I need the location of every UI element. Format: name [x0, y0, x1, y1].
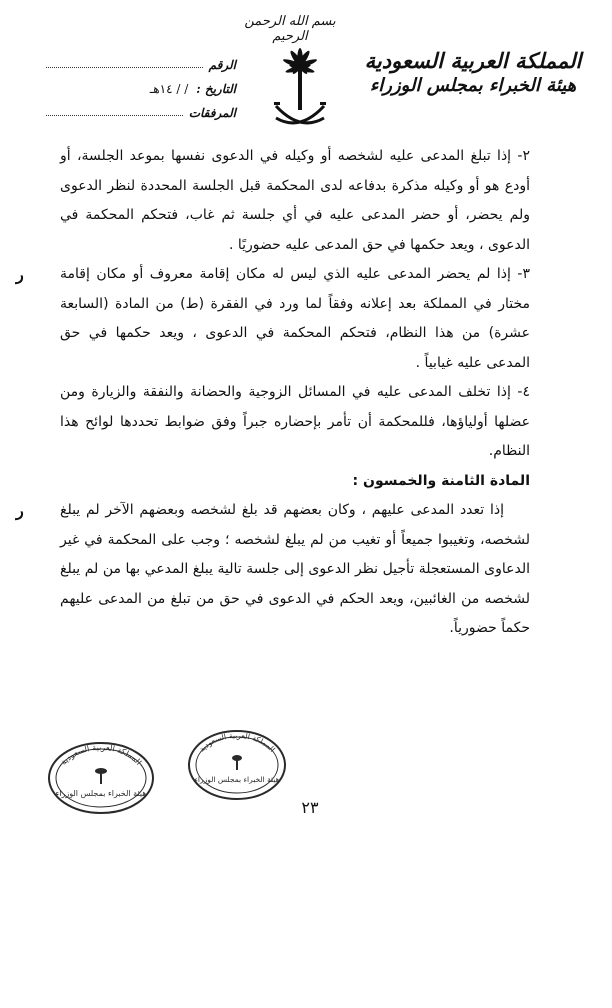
official-stamp-right — [186, 728, 288, 802]
heading-text: المادة الثامنة والخمسون : — [352, 472, 530, 489]
organization-name — [358, 48, 588, 98]
paragraph-text: ٤- إذا تخلف المدعى عليه في المسائل الزوجية والحضانة والنفقة والزيارة ومن عضلها أولياؤها، فللمحكمة أن تأمر بإحضاره جبراً وفق ضوابط تحددها لوائح هذا النظام. — [60, 384, 530, 459]
reference-line — [46, 66, 203, 68]
stamp-emblem-icon — [232, 755, 242, 770]
stamp-left-inner-text: هيئة الخبراء بمجلس الوزراء — [55, 789, 147, 798]
paragraph-text: ٢- إذا تبلغ المدعى عليه لشخصه أو وكيله في الدعوى نفسها بموعد الجلسة، أو أودع هو أو وكيله مذكرة بدفاعه لدى المحكمة قبل الجلسة المحددة لنظر الدعوى ولم يحضر، أو حضر المدعى عليه في أي جلسة ثم غاب، فتحكم المحكمة في الدعوى ، ويعد حكمها في حق المدعى عليه حضوريًا . — [60, 148, 530, 253]
org-line-country: المملكة العربية السعودية — [364, 48, 582, 73]
official-stamp-left — [46, 740, 156, 816]
paragraph-article-58 — [16, 496, 530, 644]
saudi-emblem-icon — [270, 36, 330, 136]
stamp-right-inner-text: هيئة الخبراء بمجلس الوزراء — [194, 775, 280, 784]
date-row — [46, 72, 236, 96]
date-value: / / ١٤هـ — [149, 82, 189, 96]
margin-mark: ر — [16, 501, 24, 520]
stamp-left-outer-text: المملكة العربية السعودية — [58, 742, 144, 767]
attachments-line — [46, 114, 183, 116]
svg-text:المملكة العربية السعودية — [59, 743, 143, 767]
reference-row — [46, 48, 236, 72]
paragraph-clause-2 — [60, 142, 530, 260]
page-number: ٢٣ — [301, 798, 319, 817]
paragraph-text: إذا تعدد المدعى عليهم ، وكان بعضهم قد بلغ لشخصه وبعضهم الآخر لم يبلغ لشخصه، وتغيبوا جميعاً أو تغيب من لم يبلغ لشخصه ؛ وجب على المحكمة في غير الدعاوى المستعجلة تأجيل نظر الدعوى إلى جلسة تالية يبلغ المدعي بها من لم يبلغ لشخصه من الغائبين، ويعد الحكم في الدعوى في حق من تبلغ من المدعى عليهم حكماً حضورياً. — [60, 502, 530, 636]
reference-label: الرقم — [208, 58, 236, 72]
basmala: بسم الله الرحمن الرحيم — [244, 14, 336, 44]
date-label: التاريخ : — [196, 82, 236, 96]
article-heading — [60, 467, 530, 497]
stamp-right-outer-text: المملكة العربية السعودية — [197, 730, 277, 754]
document-meta — [46, 48, 236, 120]
svg-text:المملكة العربية السعودية — [197, 731, 277, 754]
stamp-emblem-icon — [95, 768, 107, 784]
attachments-label: المرفقات — [188, 106, 236, 120]
paragraph-text: ٣- إذا لم يحضر المدعى عليه الذي ليس له مكان إقامة معروف أو مكان إقامة مختار في المملكة بعد إعلانه وفقاً لما ورد في الفقرة (ط) من المادة (السابعة عشرة) من هذا النظام، فتحكم المحكمة في الدعوى ، ويعد حكمها في حق المدعى عليه غيابياً . — [60, 266, 530, 371]
org-line-authority: هيئة الخبراء بمجلس الوزراء — [369, 75, 577, 96]
document-body — [16, 142, 530, 644]
paragraph-clause-4 — [60, 378, 530, 467]
paragraph-clause-3 — [16, 260, 530, 378]
attachments-row — [46, 96, 236, 120]
margin-mark: ر — [16, 265, 24, 284]
